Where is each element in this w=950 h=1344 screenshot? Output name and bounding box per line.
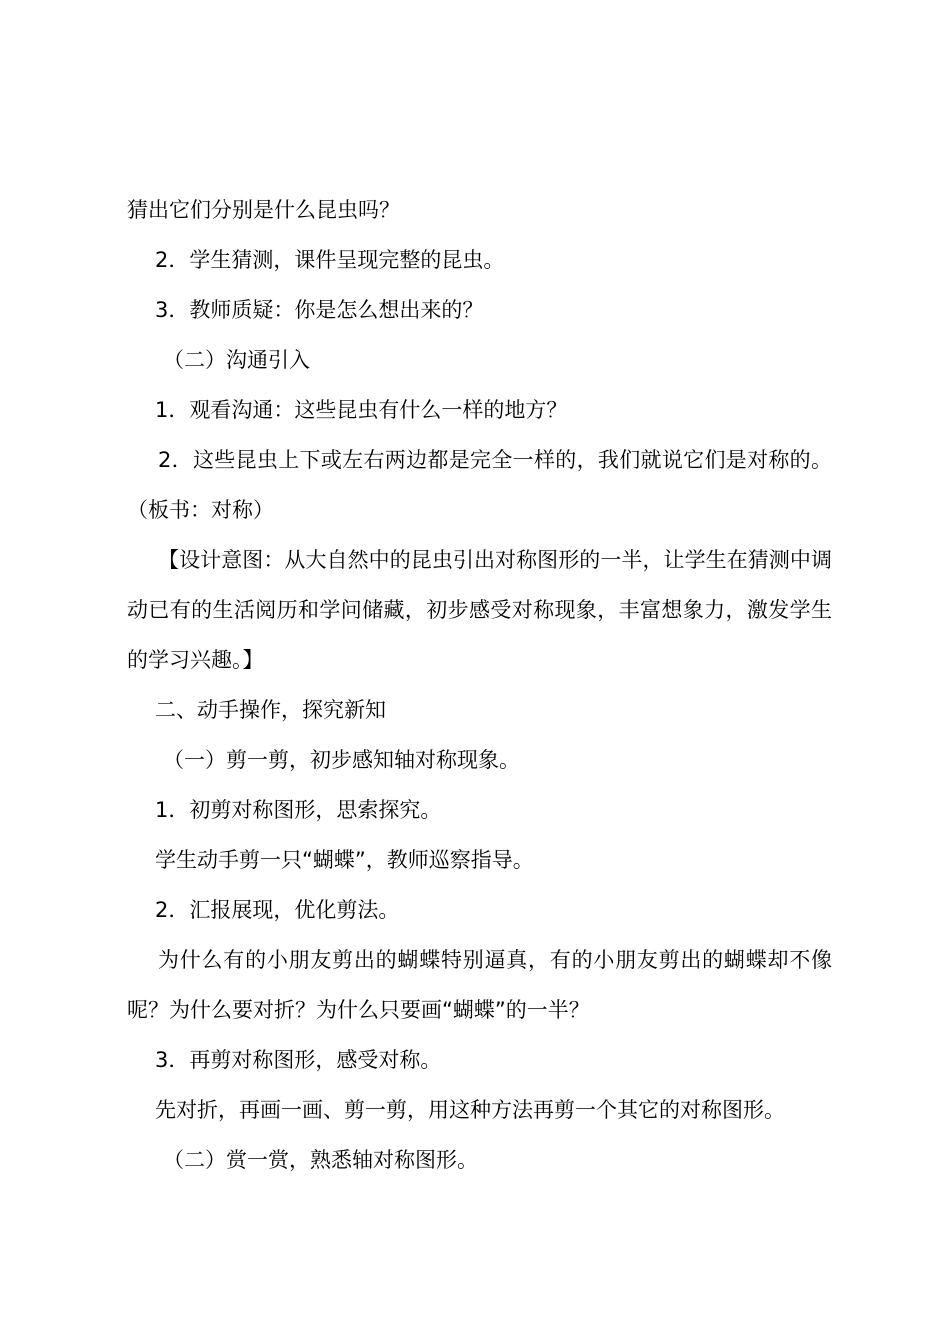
paragraph-report: 2．汇报展现，优化剪法。	[155, 898, 400, 922]
paragraph-butterfly-activity: 学生动手剪一只“蝴蝶”，教师巡察指导。	[155, 848, 534, 872]
paragraph-method: 先对折，再画一画、剪一剪，用这种方法再剪一个其它的对称图形。	[155, 1098, 785, 1122]
paragraph-step-2: 2．学生猜测，课件呈现完整的昆虫。	[155, 248, 505, 272]
paragraph-design-intent: 【设计意图：从大自然中的昆虫引出对称图形的一半，让学生在猜测中调动已有的生活阅历和学问储藏，初步感受对称现象，丰富想象力，激发学生的学习兴趣。】	[127, 548, 832, 672]
paragraph-observe: 1．观看沟通：这些昆虫有什么一样的地方？	[155, 398, 568, 422]
paragraph-step-3: 3．教师质疑：你是怎么想出来的？	[155, 298, 484, 322]
document-body	[127, 185, 832, 1185]
subsection-heading-cut: （一）剪一剪，初步感知轴对称现象。	[163, 748, 520, 772]
paragraph-symmetry-definition: 2．这些昆虫上下或左右两边都是完全一样的，我们就说它们是对称的。（板书：对称）	[127, 448, 832, 522]
section-heading-hands-on: 二、动手操作，探究新知	[155, 698, 386, 722]
section-heading-communication: （二）沟通引入	[163, 348, 310, 372]
paragraph-recut: 3．再剪对称图形，感受对称。	[155, 1048, 442, 1072]
paragraph-questions: 为什么有的小朋友剪出的蝴蝶特别逼真，有的小朋友剪出的蝴蝶却不像呢？为什么要对折？为什么只要画“蝴蝶”的一半？	[127, 948, 832, 1022]
paragraph-continuation: 猜出它们分别是什么昆虫吗？	[127, 198, 400, 222]
paragraph-first-cut: 1．初剪对称图形，思索探究。	[155, 798, 442, 822]
subsection-heading-appreciate: （二）赏一赏，熟悉轴对称图形。	[163, 1148, 478, 1172]
